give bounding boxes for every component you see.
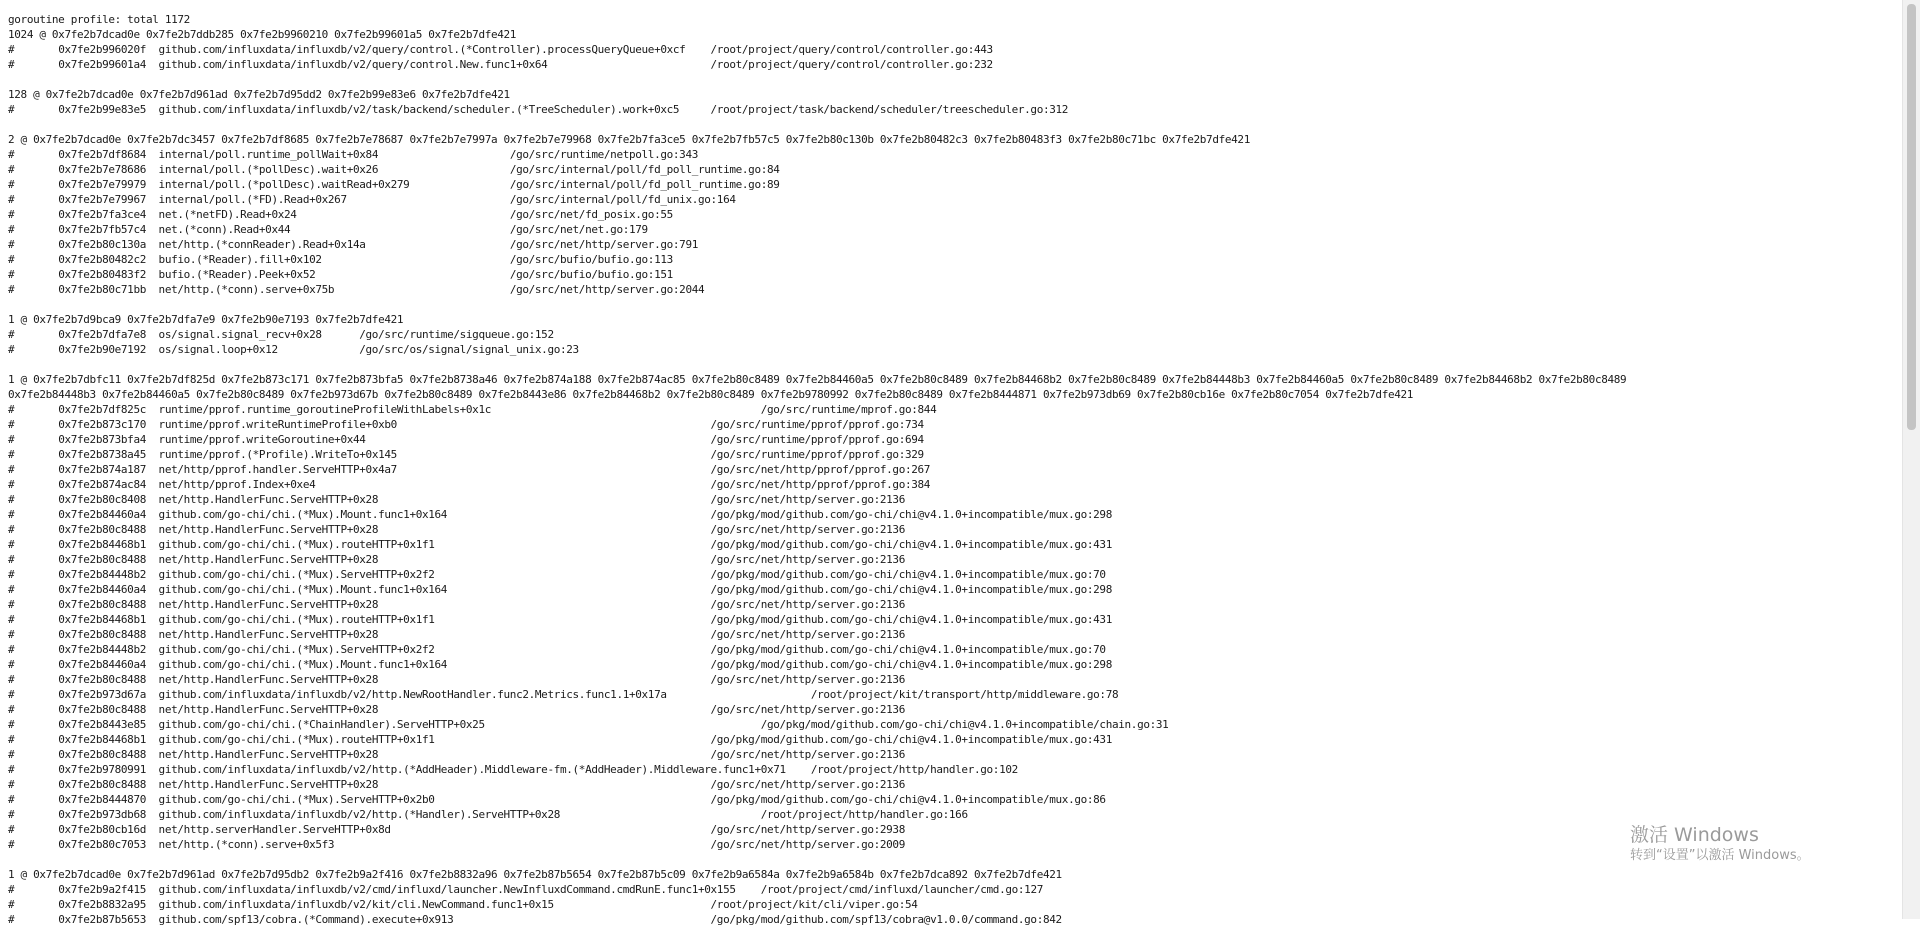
stack-frame-line: # 0x7fe2b9a2f415 github.com/influxdata/influxdb/v2/cmd/influxd/launcher.NewInfluxdCommand.cmdRunE.func1+0x155 /root/project/cmd/influxd/launcher/cmd.go:127 [8, 883, 1043, 896]
blank-line [8, 72, 1902, 87]
stack-frame-line: # 0x7fe2b7e79967 internal/poll.(*FD).Read+0x267 /go/src/internal/poll/fd_unix.go:164 [8, 193, 736, 206]
stack-frame-line: # 0x7fe2b80c8408 net/http.HandlerFunc.ServeHTTP+0x28 /go/src/net/http/server.go:2136 [8, 493, 905, 506]
stack-frame-line: # 0x7fe2b84468b1 github.com/go-chi/chi.(*Mux).routeHTTP+0x1f1 /go/pkg/mod/github.com/go-chi/chi@v4.1.0+incompatible/mux.go:431 [8, 538, 1112, 551]
stack-frame-line: # 0x7fe2b80482c2 bufio.(*Reader).fill+0x102 /go/src/bufio/bufio.go:113 [8, 253, 673, 266]
stack-frame-line: # 0x7fe2b84460a4 github.com/go-chi/chi.(*Mux).Mount.func1+0x164 /go/pkg/mod/github.com/go-chi/chi@v4.1.0+incompatible/mux.go:298 [8, 583, 1112, 596]
stack-frame-line: # 0x7fe2b874ac84 net/http/pprof.Index+0xe4 /go/src/net/http/pprof/pprof.go:384 [8, 478, 931, 491]
stack-frame-line: # 0x7fe2b8832a95 github.com/influxdata/influxdb/v2/kit/cli.NewCommand.func1+0x15 /root/project/kit/cli/viper.go:54 [8, 898, 918, 911]
stack-frame-line: # 0x7fe2b874a187 net/http/pprof.handler.ServeHTTP+0x4a7 /go/src/net/http/pprof/pprof.go:267 [8, 463, 931, 476]
stack-frame-line: # 0x7fe2b7df825c runtime/pprof.runtime_goroutineProfileWithLabels+0x1c /go/src/runtime/mprof.go:844 [8, 403, 937, 416]
stack-frame-line: # 0x7fe2b973db68 github.com/influxdata/influxdb/v2/http.(*Handler).ServeHTTP+0x28 /root/project/http/handler.go:166 [8, 808, 968, 821]
windows-activation-watermark [1630, 823, 1810, 865]
stack-frame-line: # 0x7fe2b80c8488 net/http.HandlerFunc.ServeHTTP+0x28 /go/src/net/http/server.go:2136 [8, 778, 905, 791]
stack-frame-line: # 0x7fe2b80c130a net/http.(*connReader).Read+0x14a /go/src/net/http/server.go:791 [8, 238, 698, 251]
stack-frame-line: # 0x7fe2b7dfa7e8 os/signal.signal_recv+0x28 /go/src/runtime/sigqueue.go:152 [8, 328, 554, 341]
blank-line [8, 852, 1902, 867]
stack-frame-line: # 0x7fe2b87b5653 github.com/spf13/cobra.(*Command).execute+0x913 /go/pkg/mod/github.com/spf13/cobra@v1.0.0/command.go:842 [8, 913, 1062, 926]
stack-frame-line: # 0x7fe2b80c8488 net/http.HandlerFunc.ServeHTTP+0x28 /go/src/net/http/server.go:2136 [8, 703, 905, 716]
goroutine-header-line: 1024 @ 0x7fe2b7dcad0e 0x7fe2b7ddb285 0x7fe2b9960210 0x7fe2b99601a5 0x7fe2b7dfe421 [8, 28, 517, 41]
stack-frame-line: # 0x7fe2b7fa3ce4 net.(*netFD).Read+0x24 /go/src/net/fd_posix.go:55 [8, 208, 673, 221]
stack-frame-line: # 0x7fe2b7fb57c4 net.(*conn).Read+0x44 /go/src/net/net.go:179 [8, 223, 648, 236]
stack-frame-line: # 0x7fe2b873bfa4 runtime/pprof.writeGoroutine+0x44 /go/src/runtime/pprof/pprof.go:694 [8, 433, 924, 446]
stack-frame-line: # 0x7fe2b84448b2 github.com/go-chi/chi.(*Mux).ServeHTTP+0x2f2 /go/pkg/mod/github.com/go-chi/chi@v4.1.0+incompatible/mux.go:70 [8, 568, 1106, 581]
blank-line [8, 117, 1902, 132]
stack-frame-line: # 0x7fe2b80c8488 net/http.HandlerFunc.ServeHTTP+0x28 /go/src/net/http/server.go:2136 [8, 598, 905, 611]
blank-line [8, 357, 1902, 372]
activation-subtitle: 转到“设置”以激活 Windows。 [1630, 848, 1810, 863]
goroutine-header-line: 1 @ 0x7fe2b7dcad0e 0x7fe2b7d961ad 0x7fe2b7d95db2 0x7fe2b9a2f416 0x7fe2b8832a96 0x7fe2b87b5654 0x7fe2b87b5c09 0x7fe2b9a6584a 0x7fe2b9a6584b 0x7fe2b7dca892 0x7fe2b7dfe421 [8, 868, 1062, 881]
stack-frame-line: # 0x7fe2b84468b1 github.com/go-chi/chi.(*Mux).routeHTTP+0x1f1 /go/pkg/mod/github.com/go-chi/chi@v4.1.0+incompatible/mux.go:431 [8, 613, 1112, 626]
stack-frame-line: # 0x7fe2b80c8488 net/http.HandlerFunc.ServeHTTP+0x28 /go/src/net/http/server.go:2136 [8, 523, 905, 536]
goroutine-header-line: 1 @ 0x7fe2b7dbfc11 0x7fe2b7df825d 0x7fe2b873c171 0x7fe2b873bfa5 0x7fe2b8738a46 0x7fe2b874a188 0x7fe2b874ac85 0x7fe2b80c8489 0x7fe2b84460a5 0x7fe2b80c8489 0x7fe2b84468b2 0x7fe2b80c8489 0x7fe2b84448b3 0x7fe2b84460a5 0x7fe2b80c8489 0x7fe2b84468b2 0x7fe2b80c8489 [8, 373, 1627, 386]
stack-frame-line: # 0x7fe2b80c71bb net/http.(*conn).serve+0x75b /go/src/net/http/server.go:2044 [8, 283, 705, 296]
stack-frame-line: # 0x7fe2b8444870 github.com/go-chi/chi.(*Mux).ServeHTTP+0x2b0 /go/pkg/mod/github.com/go-chi/chi@v4.1.0+incompatible/mux.go:86 [8, 793, 1106, 806]
stack-frame-line: # 0x7fe2b80c8488 net/http.HandlerFunc.ServeHTTP+0x28 /go/src/net/http/server.go:2136 [8, 748, 905, 761]
stack-frame-line: # 0x7fe2b80c7053 net/http.(*conn).serve+0x5f3 /go/src/net/http/server.go:2009 [8, 838, 905, 851]
stack-frame-line: # 0x7fe2b99601a4 github.com/influxdata/influxdb/v2/query/control.New.func1+0x64 /root/project/query/control/controller.go:232 [8, 58, 993, 71]
stack-frame-line: # 0x7fe2b99e83e5 github.com/influxdata/influxdb/v2/task/backend/scheduler.(*TreeScheduler).work+0xc5 /root/project/task/backend/scheduler/treescheduler.go:312 [8, 103, 1069, 116]
goroutine-header-line: goroutine profile: total 1172 [8, 13, 190, 26]
goroutine-header-line: 1 @ 0x7fe2b7d9bca9 0x7fe2b7dfa7e9 0x7fe2b90e7193 0x7fe2b7dfe421 [8, 313, 404, 326]
stack-frame-line: # 0x7fe2b973d67a github.com/influxdata/influxdb/v2/http.NewRootHandler.func2.Metrics.func1.1+0x17a /root/project/kit/transport/http/middleware.go:78 [8, 688, 1119, 701]
stack-frame-line: # 0x7fe2b90e7192 os/signal.loop+0x12 /go/src/os/signal/signal_unix.go:23 [8, 343, 579, 356]
stack-frame-line: # 0x7fe2b8443e85 github.com/go-chi/chi.(*ChainHandler).ServeHTTP+0x25 /go/pkg/mod/github.com/go-chi/chi@v4.1.0+incompatible/chain.go:31 [8, 718, 1169, 731]
activation-title: 激活 Windows [1630, 824, 1759, 846]
stack-frame-line: # 0x7fe2b996020f github.com/influxdata/influxdb/v2/query/control.(*Controller).processQueryQueue+0xcf /root/project/query/control/controller.go:443 [8, 43, 993, 56]
blank-line [8, 297, 1902, 312]
stack-frame-line: # 0x7fe2b80483f2 bufio.(*Reader).Peek+0x52 /go/src/bufio/bufio.go:151 [8, 268, 673, 281]
stack-frame-line: # 0x7fe2b9780991 github.com/influxdata/influxdb/v2/http.(*AddHeader).Middleware-fm.(*AddHeader).Middleware.func1+0x71 /root/project/http/handler.go:102 [8, 763, 1018, 776]
stack-frame-line: # 0x7fe2b84460a4 github.com/go-chi/chi.(*Mux).Mount.func1+0x164 /go/pkg/mod/github.com/go-chi/chi@v4.1.0+incompatible/mux.go:298 [8, 508, 1112, 521]
stack-frame-line: # 0x7fe2b84448b2 github.com/go-chi/chi.(*Mux).ServeHTTP+0x2f2 /go/pkg/mod/github.com/go-chi/chi@v4.1.0+incompatible/mux.go:70 [8, 643, 1106, 656]
vertical-scrollbar[interactable] [1902, 0, 1920, 919]
stack-frame-line: # 0x7fe2b84468b1 github.com/go-chi/chi.(*Mux).routeHTTP+0x1f1 /go/pkg/mod/github.com/go-chi/chi@v4.1.0+incompatible/mux.go:431 [8, 733, 1112, 746]
stack-frame-line: # 0x7fe2b7e78686 internal/poll.(*pollDesc).wait+0x26 /go/src/internal/poll/fd_poll_runtime.go:84 [8, 163, 780, 176]
stack-frame-line: # 0x7fe2b80c8488 net/http.HandlerFunc.ServeHTTP+0x28 /go/src/net/http/server.go:2136 [8, 628, 905, 641]
scrollbar-thumb[interactable] [1907, 4, 1916, 430]
stack-frame-line: # 0x7fe2b8738a45 runtime/pprof.(*Profile).WriteTo+0x145 /go/src/runtime/pprof/pprof.go:329 [8, 448, 924, 461]
goroutine-header-line: 2 @ 0x7fe2b7dcad0e 0x7fe2b7dc3457 0x7fe2b7df8685 0x7fe2b7e78687 0x7fe2b7e7997a 0x7fe2b7e79968 0x7fe2b7fa3ce5 0x7fe2b7fb57c5 0x7fe2b80c130b 0x7fe2b80482c3 0x7fe2b80483f3 0x7fe2b80c71bc 0x7fe2b7dfe421 [8, 133, 1250, 146]
goroutine-header-line: 0x7fe2b84448b3 0x7fe2b84460a5 0x7fe2b80c8489 0x7fe2b973d67b 0x7fe2b80c8489 0x7fe2b8443e86 0x7fe2b84468b2 0x7fe2b80c8489 0x7fe2b9780992 0x7fe2b80c8489 0x7fe2b8444871 0x7fe2b973db69 0x7fe2b80cb16e 0x7fe2b80c7054 0x7fe2b7dfe421 [8, 388, 1414, 401]
stack-frame-line: # 0x7fe2b84460a4 github.com/go-chi/chi.(*Mux).Mount.func1+0x164 /go/pkg/mod/github.com/go-chi/chi@v4.1.0+incompatible/mux.go:298 [8, 658, 1112, 671]
stack-frame-line: # 0x7fe2b7df8684 internal/poll.runtime_pollWait+0x84 /go/src/runtime/netpoll.go:343 [8, 148, 698, 161]
stack-frame-line: # 0x7fe2b873c170 runtime/pprof.writeRuntimeProfile+0xb0 /go/src/runtime/pprof/pprof.go:734 [8, 418, 924, 431]
stack-frame-line: # 0x7fe2b80cb16d net/http.serverHandler.ServeHTTP+0x8d /go/src/net/http/server.go:2938 [8, 823, 905, 836]
stack-frame-line: # 0x7fe2b80c8488 net/http.HandlerFunc.ServeHTTP+0x28 /go/src/net/http/server.go:2136 [8, 553, 905, 566]
goroutine-header-line: 128 @ 0x7fe2b7dcad0e 0x7fe2b7d961ad 0x7fe2b7d95dd2 0x7fe2b99e83e6 0x7fe2b7dfe421 [8, 88, 510, 101]
stack-frame-line: # 0x7fe2b7e79979 internal/poll.(*pollDesc).waitRead+0x279 /go/src/internal/poll/fd_poll_runtime.go:89 [8, 178, 780, 191]
stack-frame-line: # 0x7fe2b80c8488 net/http.HandlerFunc.ServeHTTP+0x28 /go/src/net/http/server.go:2136 [8, 673, 905, 686]
